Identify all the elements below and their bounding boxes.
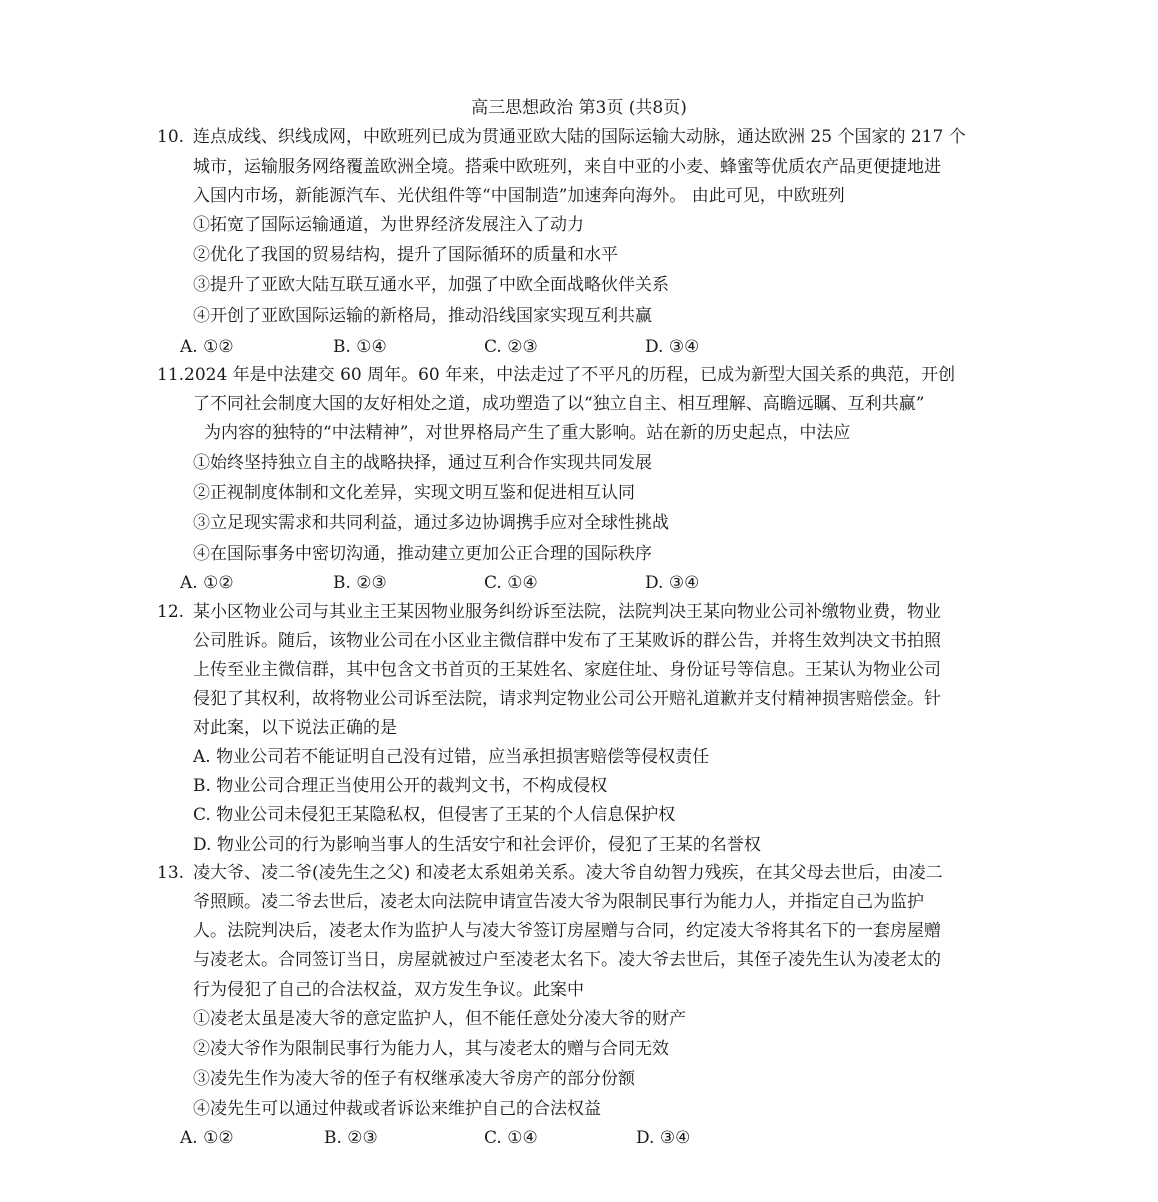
question-stem-line: 侵犯了其权利，故将物业公司诉至法院，请求判定物业公司公开赔礼道歉并支付精神损害赔偿金。针 <box>193 689 941 709</box>
question-number: 11. <box>157 365 185 385</box>
answer-option-c: C. 物业公司未侵犯王某隐私权，但侵害了王某的个人信息保护权 <box>193 805 676 825</box>
answer-option-a: A. 物业公司若不能证明自己没有过错，应当承担损害赔偿等侵权责任 <box>193 747 710 767</box>
statement: ④在国际事务中密切沟通，推动建立更加公正合理的国际秩序 <box>193 544 652 564</box>
statement: ②凌大爷作为限制民事行为能力人，其与凌老太的赠与合同无效 <box>193 1039 669 1059</box>
answer-option-a: A. ①② <box>180 573 234 593</box>
question-stem-line: 入国内市场，新能源汽车、光伏组件等“中国制造”加速奔向海外。 由此可见，中欧班列 <box>193 186 845 206</box>
question-stem-line: 公司胜诉。随后，该物业公司在小区业主微信群中发布了王某败诉的群公告，并将生效判决文书拍照 <box>193 631 941 651</box>
answer-option-c: C. ①④ <box>484 573 538 593</box>
question-stem-line: 与凌老太。合同签订当日，房屋就被过户至凌老太名下。凌大爷去世后，其侄子凌先生认为凌老太的 <box>193 950 941 970</box>
answer-option-c: C. ②③ <box>484 337 538 357</box>
statement: ①拓宽了国际运输通道，为世界经济发展注入了动力 <box>193 215 584 235</box>
answer-option-c: C. ①④ <box>484 1128 538 1148</box>
answer-option-b: B. 物业公司合理正当使用公开的裁判文书，不构成侵权 <box>193 776 608 796</box>
statement: ①凌老太虽是凌大爷的意定监护人，但不能任意处分凌大爷的财产 <box>193 1009 686 1029</box>
question-number: 10. <box>157 127 185 147</box>
question-stem-line: 上传至业主微信群，其中包含文书首页的王某姓名、家庭住址、身份证号等信息。王某认为物业公司 <box>193 660 941 680</box>
statement: ④凌先生可以通过仲裁或者诉讼来维护自己的合法权益 <box>193 1099 601 1119</box>
answer-option-b: B. ①④ <box>333 337 387 357</box>
question-stem-line: 爷照顾。凌二爷去世后，凌老太向法院申请宣告凌大爷为限制民事行为能力人，并指定自己为监护 <box>193 892 924 912</box>
answer-option-d: D. ③④ <box>645 573 700 593</box>
statement: ②正视制度体制和文化差异，实现文明互鉴和促进相互认同 <box>193 483 635 503</box>
statement: ①始终坚持独立自主的战略抉择，通过互利合作实现共同发展 <box>193 453 652 473</box>
question-stem-line: 了不同社会制度大国的友好相处之道，成功塑造了以“独立自主、相互理解、高瞻远瞩、互利共赢” <box>193 394 925 414</box>
statement: ②优化了我国的贸易结构，提升了国际循环的质量和水平 <box>193 245 618 265</box>
question-stem-line: 某小区物业公司与其业主王某因物业服务纠纷诉至法院，法院判决王某向物业公司补缴物业费，物业 <box>193 602 941 622</box>
statement: ③凌先生作为凌大爷的侄子有权继承凌大爷房产的部分份额 <box>193 1069 635 1089</box>
question-stem-line: 2024 年是中法建交 60 周年。60 年来，中法走过了不平凡的历程，已成为新型大国关系的典范，开创 <box>184 365 956 385</box>
answer-option-b: B. ②③ <box>324 1128 378 1148</box>
question-stem-line: 对此案，以下说法正确的是 <box>193 718 397 738</box>
statement: ③立足现实需求和共同利益，通过多边协调携手应对全球性挑战 <box>193 513 669 533</box>
question-number: 12. <box>157 602 185 622</box>
question-stem-line: 人。法院判决后，凌老太作为监护人与凌大爷签订房屋赠与合同，约定凌大爷将其名下的一套房屋赠 <box>193 921 941 941</box>
answer-option-a: A. ①② <box>180 1128 234 1148</box>
answer-option-d: D. ③④ <box>636 1128 691 1148</box>
question-stem-line: 连点成线、织线成网，中欧班列已成为贯通亚欧大陆的国际运输大动脉，通达欧洲 25 个国家的 217 个 <box>193 127 966 147</box>
statement: ④开创了亚欧国际运输的新格局，推动沿线国家实现互利共赢 <box>193 306 652 326</box>
question-stem-line: 行为侵犯了自己的合法权益，双方发生争议。此案中 <box>193 980 584 1000</box>
question-number: 13. <box>157 863 185 883</box>
question-stem-line: 城市，运输服务网络覆盖欧洲全境。搭乘中欧班列，来自中亚的小麦、蜂蜜等优质农产品更便捷地进 <box>193 157 941 177</box>
answer-option-b: B. ②③ <box>333 573 387 593</box>
answer-option-d: D. ③④ <box>645 337 700 357</box>
question-stem-line: 为内容的独特的“中法精神”，对世界格局产生了重大影响。站在新的历史起点，中法应 <box>204 423 851 443</box>
answer-option-a: A. ①② <box>180 337 234 357</box>
question-stem-line: 凌大爷、凌二爷(凌先生之父) 和凌老太系姐弟关系。凌大爷自幼智力残疾，在其父母去世后，由凌二 <box>193 863 943 883</box>
page-header: 高三思想政治 第3页 (共8页) <box>471 98 687 118</box>
answer-option-d: D. 物业公司的行为影响当事人的生活安宁和社会评价，侵犯了王某的名誉权 <box>193 835 761 855</box>
statement: ③提升了亚欧大陆互联互通水平，加强了中欧全面战略伙伴关系 <box>193 275 669 295</box>
